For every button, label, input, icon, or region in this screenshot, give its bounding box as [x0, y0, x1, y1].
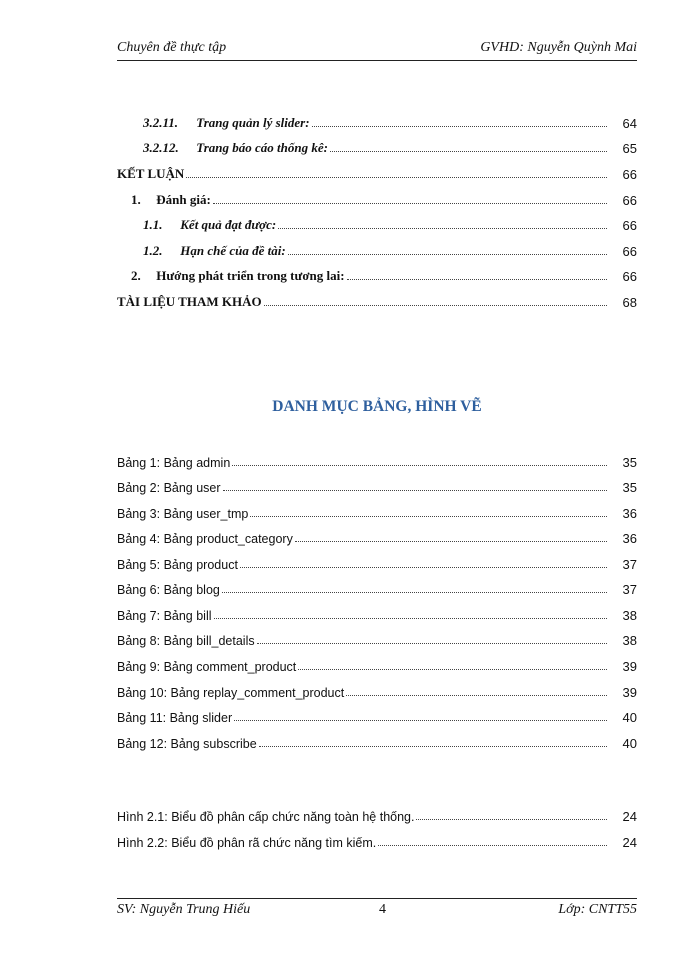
page-footer: [117, 902, 637, 924]
table-page: 40: [622, 736, 637, 751]
toc-title: Kết quả đạt được:: [180, 217, 277, 232]
table-page: 36: [622, 506, 637, 521]
dot-leader: [213, 203, 607, 204]
toc-page: 68: [622, 295, 637, 310]
dot-leader: [250, 516, 607, 517]
table-entry: [117, 503, 637, 521]
table-entry: [117, 605, 637, 623]
table-entry: [117, 452, 637, 470]
page-number: 4: [379, 902, 386, 917]
header-left: Chuyên đề thực tập: [117, 40, 227, 55]
toc-number: 1.: [131, 192, 141, 207]
table-label: Bảng 10: Bảng replay_comment_product: [117, 686, 345, 700]
toc-page: 66: [622, 193, 637, 208]
table-page: 39: [622, 685, 637, 700]
dot-leader: [288, 254, 607, 255]
table-label: Bảng 12: Bảng subscribe: [117, 737, 257, 751]
dot-leader: [330, 151, 607, 152]
dot-leader: [232, 465, 607, 466]
dot-leader: [234, 720, 607, 721]
footer-left: SV: Nguyễn Trung Hiếu: [117, 902, 251, 917]
table-page: 36: [622, 531, 637, 546]
table-page: 35: [622, 455, 637, 470]
page-header: [117, 38, 637, 60]
table-entry: [117, 630, 637, 648]
header-right: GVHD: Nguyễn Quỳnh Mai: [480, 40, 637, 55]
section-title: DANH MỤC BẢNG, HÌNH VẼ: [272, 398, 482, 415]
figure-label: Hình 2.2: Biểu đồ phân rã chức năng tìm kiếm.: [117, 836, 377, 850]
dot-leader: [222, 592, 607, 593]
table-entry: [117, 579, 637, 597]
table-label: Bảng 6: Bảng blog: [117, 583, 220, 597]
table-label: Bảng 11: Bảng slider: [117, 711, 233, 725]
table-page: 35: [622, 480, 637, 495]
table-entry: [117, 733, 637, 751]
toc-page: 66: [622, 244, 637, 259]
toc-row: [117, 241, 637, 259]
figure-page: 24: [622, 809, 637, 824]
toc-title: KẾT LUẬN: [117, 166, 185, 181]
toc-number: 1.1.: [143, 217, 163, 232]
table-page: 37: [622, 557, 637, 572]
toc-number: 2.: [131, 268, 141, 283]
toc-number: 3.2.12.: [143, 140, 179, 155]
toc-page: 65: [622, 141, 637, 156]
dot-leader: [346, 695, 607, 696]
dot-leader: [186, 177, 607, 178]
table-label: Bảng 3: Bảng user_tmp: [117, 507, 249, 521]
dot-leader: [264, 305, 607, 306]
table-label: Bảng 2: Bảng user: [117, 481, 221, 495]
toc-row: [117, 215, 637, 233]
table-page: 39: [622, 659, 637, 674]
dot-leader: [416, 819, 607, 820]
toc-title: Trang quản lý slider:: [196, 115, 310, 130]
dot-leader: [295, 541, 607, 542]
figure-entry: [117, 832, 637, 850]
footer-right: Lớp: CNTT55: [558, 902, 637, 917]
toc-number: 1.2.: [143, 243, 163, 258]
toc-title: Hướng phát triển trong tương lai:: [156, 268, 345, 283]
table-label: Bảng 4: Bảng product_category: [117, 532, 293, 546]
dot-leader: [240, 567, 607, 568]
dot-leader: [214, 618, 607, 619]
toc-title: Đánh giá:: [156, 192, 211, 207]
table-entry: [117, 707, 637, 725]
table-page: 40: [622, 710, 637, 725]
table-label: Bảng 5: Bảng product: [117, 558, 238, 572]
toc-page: 66: [622, 269, 637, 284]
toc-row: [117, 138, 637, 156]
dot-leader: [347, 279, 607, 280]
figure-entry: [117, 806, 637, 824]
table-entry: [117, 477, 637, 495]
toc-page: 66: [622, 218, 637, 233]
toc-title: Trang báo cáo thống kê:: [196, 140, 328, 155]
figure-page: 24: [622, 835, 637, 850]
toc-title: TÀI LIỆU THAM KHẢO: [117, 294, 262, 309]
footer-rule: [117, 898, 637, 899]
toc-page: 64: [622, 116, 637, 131]
toc-row: [117, 164, 637, 182]
toc-row: [117, 190, 637, 208]
toc-number: 3.2.11.: [143, 115, 179, 130]
table-label: Bảng 7: Bảng bill: [117, 609, 212, 623]
toc-title: Hạn chế của đề tài:: [180, 243, 286, 258]
dot-leader: [257, 643, 607, 644]
dot-leader: [223, 490, 607, 491]
table-entry: [117, 656, 637, 674]
toc-row: [117, 266, 637, 284]
table-entry: [117, 682, 637, 700]
dot-leader: [259, 746, 607, 747]
dot-leader: [378, 845, 607, 846]
figure-label: Hình 2.1: Biểu đồ phân cấp chức năng toàn hệ thống.: [117, 810, 415, 824]
table-page: 38: [622, 633, 637, 648]
table-entry: [117, 554, 637, 572]
header-rule: [117, 60, 637, 61]
toc-page: 66: [622, 167, 637, 182]
table-label: Bảng 8: Bảng bill_details: [117, 634, 255, 648]
dot-leader: [278, 228, 607, 229]
table-page: 37: [622, 582, 637, 597]
dot-leader: [298, 669, 607, 670]
toc-row: [117, 113, 637, 131]
dot-leader: [312, 126, 607, 127]
table-label: Bảng 9: Bảng comment_product: [117, 660, 297, 674]
table-page: 38: [622, 608, 637, 623]
table-entry: [117, 528, 637, 546]
toc-row: [117, 292, 637, 310]
table-label: Bảng 1: Bảng admin: [117, 456, 231, 470]
